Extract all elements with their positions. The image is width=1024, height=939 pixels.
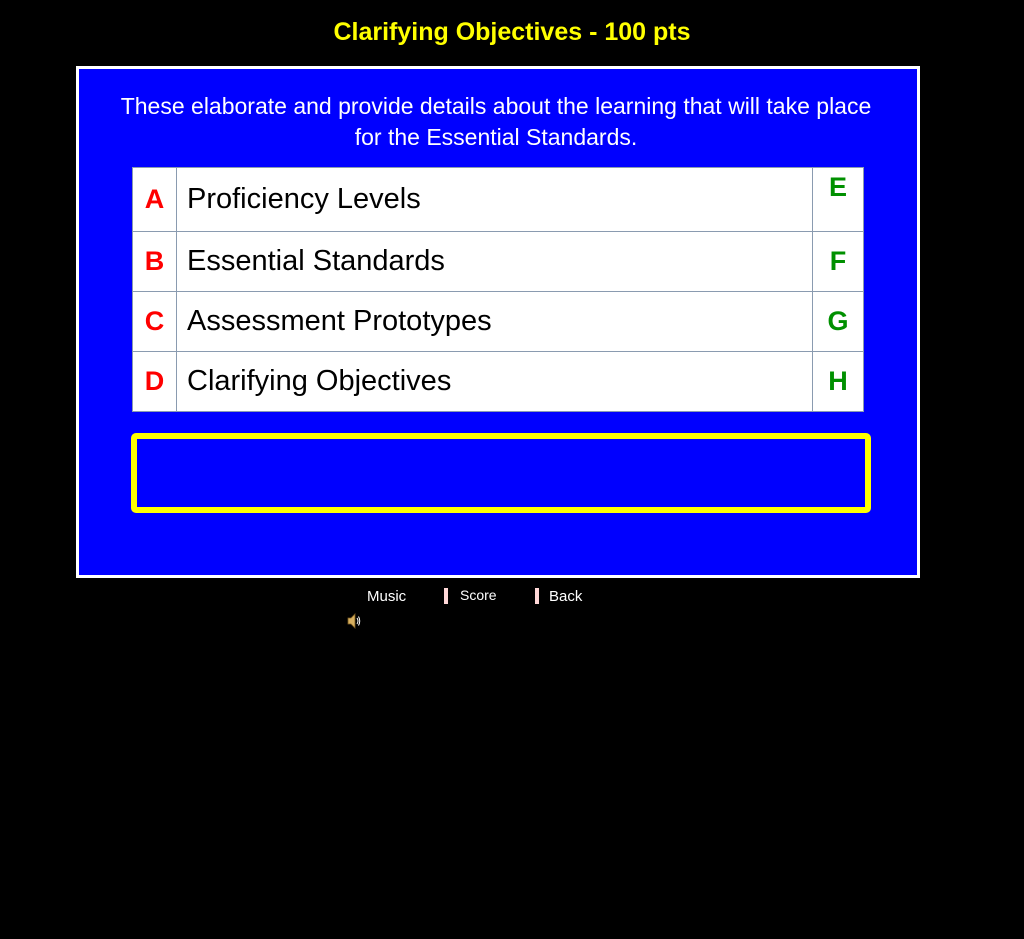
choice-letter-a[interactable]: A	[133, 168, 177, 232]
answer-row[interactable]	[133, 292, 864, 352]
answer-row[interactable]	[133, 168, 864, 232]
choice-letter-g[interactable]: G	[813, 292, 864, 352]
answer-reveal-box[interactable]	[131, 433, 871, 513]
answer-table	[132, 167, 864, 412]
answer-row[interactable]	[133, 232, 864, 292]
choice-letter-h[interactable]: H	[813, 352, 864, 412]
choice-letter-c[interactable]: C	[133, 292, 177, 352]
speaker-icon[interactable]	[347, 613, 361, 629]
choice-letter-d[interactable]: D	[133, 352, 177, 412]
score-link[interactable]: Score	[460, 587, 497, 603]
choice-letter-b[interactable]: B	[133, 232, 177, 292]
answer-row[interactable]	[133, 352, 864, 412]
choice-text[interactable]: Assessment Prototypes	[177, 292, 813, 352]
navigation-bar	[0, 588, 1024, 618]
choice-text[interactable]: Proficiency Levels	[177, 168, 813, 232]
choice-letter-e[interactable]: E	[813, 168, 864, 232]
music-link[interactable]: Music	[367, 588, 407, 605]
question-text: These elaborate and provide details about the learning that will take place for the Essential Standards.	[120, 93, 872, 150]
slide-title: Clarifying Objectives - 100 pts	[333, 18, 691, 46]
nav-separator	[535, 588, 539, 604]
choice-letter-f[interactable]: F	[813, 232, 864, 292]
back-link[interactable]: Back	[549, 588, 583, 605]
question-panel	[76, 66, 920, 578]
nav-separator	[444, 588, 448, 604]
choice-text[interactable]: Clarifying Objectives	[177, 352, 813, 412]
choice-text[interactable]: Essential Standards	[177, 232, 813, 292]
